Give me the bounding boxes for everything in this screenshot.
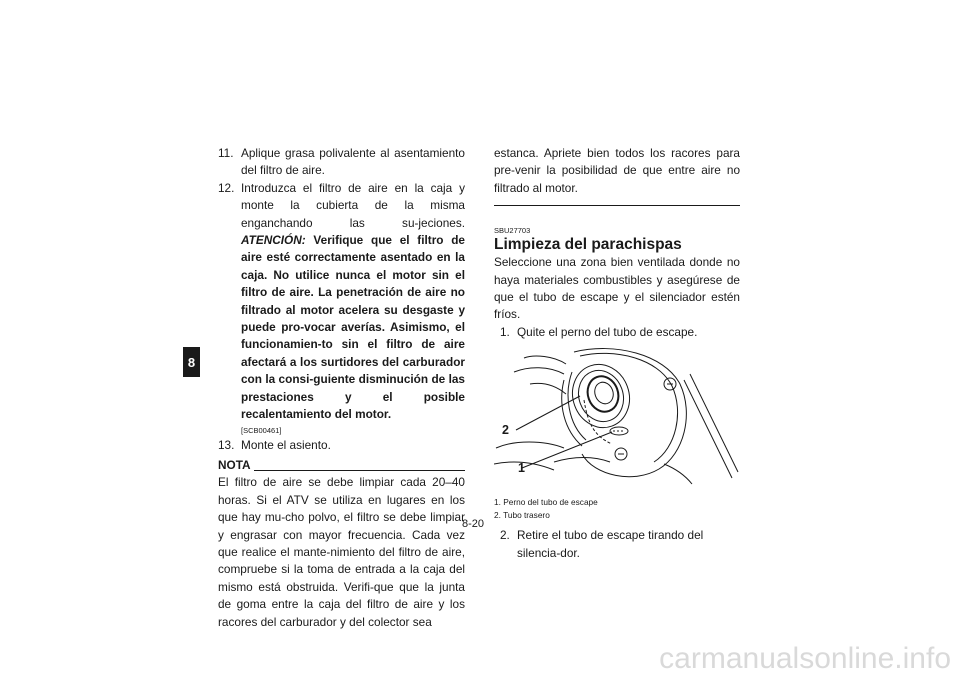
step-13 [218,437,465,454]
step-12 [218,180,465,424]
right-column [494,145,740,562]
caption-item: 1. Perno del tubo de escape [494,497,598,508]
note-header [218,457,465,474]
exhaust-illustration [494,344,740,494]
caution-code: [SCB00461] [241,425,282,435]
section-code: SBU27703 [494,226,531,236]
step-number: 2. [500,528,510,543]
watermark-text: carmanualsonline.info [659,642,951,675]
callout-2: 2 [502,423,509,438]
step-11 [218,145,465,180]
step-number: 13. [218,437,235,452]
step-1 [494,324,740,341]
section-heading: Limpieza del parachispas [494,236,682,254]
note-text: El filtro de aire se debe limpiar cada 20–40 horas. Si el ATV se utiliza en lugares en los que hay mu-cho polvo, el filtro se debe limpiar y engrasar con mayor frecuencia. Cada vez que realice el mante-nimiento del filtro de aire, compruebe si la toma de entrada a la caja del mismo está obstruida. Verifi-que que la junta de goma entre la caja del filtro de aire y los racores del carburador y del colector sea [218,475,465,629]
step-12-instruction: Introduzca el filtro de aire en la caja y monte la cubierta de la misma enganchando las su-jeciones. [241,180,465,230]
continued-note-text: estanca. Apriete bien todos los racores para pre-venir la posibilidad de que entre aire no filtrado al motor. [494,146,740,195]
step-text: Quite el perno del tubo de escape. [517,324,698,339]
note-end-rule [494,205,740,206]
watermark [613,638,953,678]
exhaust-figure [494,344,740,494]
callout-1: 1 [518,461,525,476]
step-number: 11. [218,146,234,160]
step-text: Retire el tubo de escape tirando del silencia-dor. [517,528,704,560]
page-number: 8-20 [462,518,485,530]
step-number: 1. [500,324,510,339]
step-2 [494,527,740,562]
step-text: Monte el asiento. [241,437,331,452]
step-text: Aplique grasa polivalente al asentamiento del filtro de aire. [241,146,465,178]
left-column [218,145,465,631]
figure-captions [494,496,740,521]
note-rule [254,470,465,471]
intro-text: Seleccione una zona bien ventilada donde no haya materiales combustibles y asegúrese de que el tubo de escape y el silenciador estén fríos. [494,255,740,322]
step-number: 12. [218,180,235,195]
step-text [241,180,465,424]
section-tab: 8 [183,347,200,377]
caption-item: 2. Tubo trasero [494,509,550,520]
note-label: NOTA [218,457,251,472]
caution-text: Verifique que el filtro de aire esté correctamente asentado en la caja. No utilice nunca el motor sin el filtro de aire. La penetración de aire no filtrado al motor acelera su desgaste y puede pro-vocar averías. Asimismo, el funcionamien-to sin el filtro de aire afectará a los surtidores del carburador con la consi-guiente disminución de las prestaciones y el posible recalentamiento del motor. [241,233,465,422]
caution-label: ATENCIÓN: [241,233,306,248]
